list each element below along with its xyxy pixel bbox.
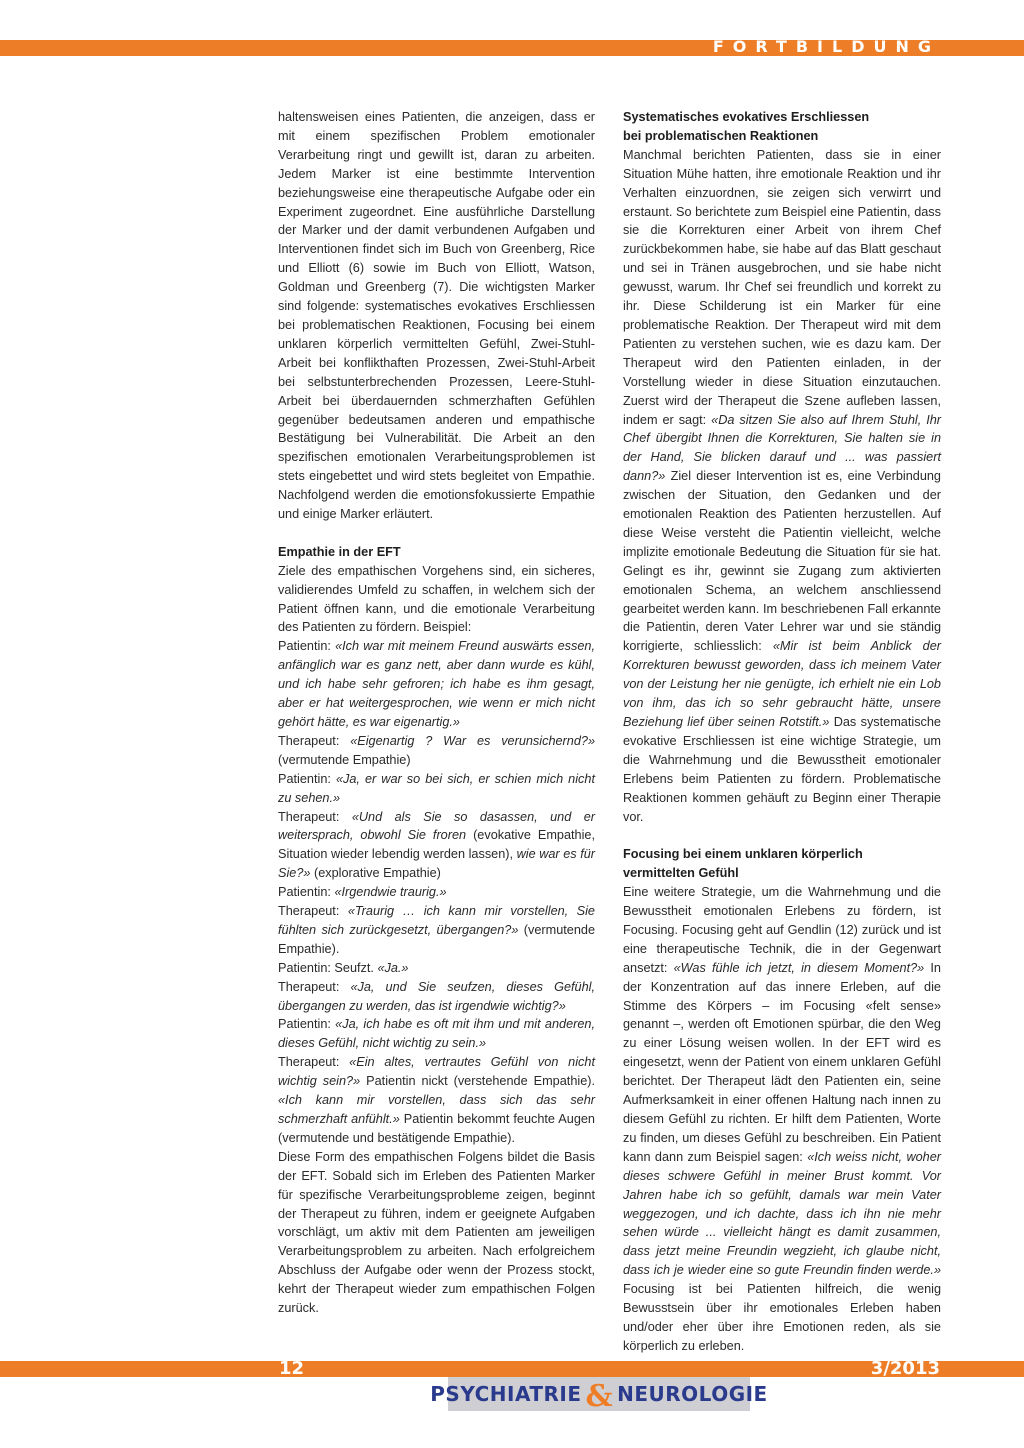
dialogue-line: Patientin: «Irgendwie traurig.» [278, 885, 447, 900]
empathie-intro: Ziele des empathischen Vorgehens sind, ein sicheres, validierendes Umfeld zu schaffen, in welchem sich der Patient öffnen kann, und die emotionale Verarbeitung des Patienten zu fördern. Beispiel: [278, 563, 595, 635]
heading-evokatives-erschliessen: Systematisches evokatives Erschliessen bei problematischen Reaktionen [623, 110, 870, 143]
left-column [278, 108, 595, 1318]
dialogue-line: Therapeut: «Traurig … ich kann mir vorstellen, Sie fühlten sich zurückgesetzt, übergangen?» (vermutende Empathie). [278, 904, 595, 956]
dialogue-line: Patientin: «Ja, er war so bei sich, er schien mich nicht zu sehen.» [278, 771, 595, 805]
journal-name-part1: PSYCHIATRIE [430, 1382, 582, 1406]
dialogue-line: Patientin: «Ich war mit meinem Freund auswärts essen, anfänglich war es ganz nett, aber dann wurde es kühl, und ich habe sehr gefroren; ich habe es ihm gesagt, aber er hat weitergesprochen, wie wenn er mich nicht gehört hätte, es war eigenartig.» [278, 639, 595, 729]
intro-paragraph: haltensweisen eines Patienten, die anzeigen, dass er mit einem spezifischen Problem emotionaler Verarbeitung ringt und gewillt ist, daran zu arbeiten. Jedem Marker ist eine bestimmte Intervention beziehungsweise eine therapeutische Aufgabe oder ein Experiment zugeordnet. Eine ausführliche Darstellung der Marker und der damit verbundenen Aufgaben und Interventionen findet sich im Buch von Greenberg, Rice und Elliott (6) sowie im Buch von Elliott, Watson, Goldman und Greenberg (7). Die wichtigsten Marker sind folgende: systematisches evokatives Erschliessen bei problematischen Reaktionen, Focusing bei einem unklaren körperlich vermittelten Gefühl, Zwei-Stuhl-Arbeit bei konflikthaften Prozessen, Zwei-Stuhl-Arbeit bei selbstunterbrechenden Prozessen, Leere-Stuhl-Arbeit bei überdauernden schmerzhaften Gefühlen gegenüber bedeutsamen anderen und empathische Bestätigung bei Vulnerabilität. Die Arbeit an den spezifischen emotionalen Verarbeitungsproblemen ist stets eingebettet und wird stets begleitet von Empathie. Nachfolgend werden die emotionsfokussierte Empathie und einige Marker erläutert. [278, 110, 595, 522]
right-column [623, 108, 941, 1356]
paragraph-focusing: Eine weitere Strategie, um die Wahrnehmung und die Bewusstheit emotionalen Erlebens zu fördern, ist Focusing. Focusing geht auf Gendlin (12) zurück und ist eine therapeutische Technik, die in der Gegenwart ansetzt: «Was fühle ich jetzt, in diesem Moment?» In der Konzentration auf das innere Erleben, auf die Stimme des Körpers – im Focusing «felt sense» genannt –, werden oft Emotionen spürbar, die den Weg zu einer Lösung weisen wollen. In der EFT wird es eingesetzt, wenn der Patient von einem unklaren Gefühl berichtet. Der Therapeut lädt den Patienten ein, seine Aufmerksamkeit in einer offenen Haltung nach innen zu diesem Gefühl zu richten. Er hilft dem Patienten, Worte zu finden, um dieses Gefühl zu beschreiben. Ein Patient kann dann zum Beispiel sagen: «Ich weiss nicht, woher dieses schwere Gefühl in meiner Brust kommt. Vor Jahren habe ich so gefühlt, damals war mein Vater weggezogen, und ich dachte, dass ich ihn nie mehr sehen würde ... vielleicht hängt es damit zusammen, dass jetzt meine Freundin wegzieht, ich glaube nicht, dass ich je wieder eine so gute Freundin finden werde.» Focusing ist bei Patienten hilfreich, die wenig Bewusstsein über ihr emotionales Erleben haben und/oder eher über ihre Emotionen reden, als sie körperlich zu erleben. [623, 885, 941, 1353]
paragraph-evokatives-erschliessen: Manchmal berichten Patienten, dass sie in einer Situation Mühe hatten, ihre emotionale Reaktion und ihr Verhalten einzuordnen, sie zeigen sich verwirrt und erstaunt. So berichtete zum Beispiel eine Patientin, dass sie die Korrekturen einer Arbeit von ihrem Chef zurückbekommen habe, sie habe auf das Blatt geschaut und sei in Tränen ausgebrochen, und sie habe nicht gewusst, warum. Ihr Chef sei freundlich und korrekt zu ihr. Diese Schilderung ist ein Marker für eine problematische Reaktion. Der Therapeut wird mit dem Patienten zu verstehen suchen, wie es dazu kam. Der Therapeut wird den Patienten einladen, in der Vorstellung wieder in diese Situation einzutauchen. Zuerst wird der Therapeut die Szene aufleben lassen, indem er sagt: «Da sitzen Sie also auf Ihrem Stuhl, Ihr Chef übergibt Ihnen die Korrekturen, Sie halten sie in der Hand, Sie blicken darauf und ... was passiert dann?» Ziel dieser Intervention ist es, eine Verbindung zwischen der Situation, den Gedanken und der emotionalen Reaktion des Patienten herzustellen. Auf diese Weise versteht die Patientin vielleicht, welche implizite emotionale Bedeutung die Situation für sie hat. Gelingt es ihr, gewinnt sie Zugang zum aktivierten emotionalen Schema, an welchem anschliessend gearbeitet werden kann. Im beschriebenen Fall erkannte die Patientin, deren Vater Lehrer war und sie ständig korrigierte, schliesslich: «Mir ist beim Anblick der Korrekturen bewusst geworden, dass ich meinem Vater von der Leistung her nie genügte, ich erhielt nie ein Lob von ihm, das ich so sehr gebraucht hätte, unsere Beziehung lief über seinen Rotstift.» Das systematische evokative Erschliessen ist eine wichtige Strategie, um die Wahrnehmung und die Bewusstheit emotionaler Erlebens beim Patienten zu fördern. Problematische Reaktionen kommen gehäuft zu Beginn einer Therapie vor. [623, 147, 941, 824]
dialogue-line: Therapeut: «Und als Sie so dasassen, und er weitersprach, obwohl Sie froren (evokative Empathie, Situation wieder lebendig werden lassen), wie war es für Sie?» (explorative Empathie) [278, 809, 596, 881]
section-label: FORTBILDUNG [712, 37, 940, 56]
dialogue-line: Therapeut: «Eigenartig ? War es verunsichernd?» (vermutende Empathie) [278, 733, 596, 767]
journal-ampersand: & [585, 1378, 614, 1414]
dialogue-line: Patientin: «Ja, ich habe es oft mit ihm und mit anderen, dieses Gefühl, nicht wichtig zu sein.» [278, 1017, 595, 1051]
journal-name-part2: NEUROLOGIE [617, 1382, 768, 1406]
heading-empathie: Empathie in der EFT [278, 544, 401, 559]
page-number: 12 [279, 1358, 305, 1379]
journal-masthead [430, 1377, 768, 1414]
heading-focusing: Focusing bei einem unklaren körperlich vermittelten Gefühl [623, 847, 863, 881]
dialogue-line: Patientin: Seufzt. «Ja.» [278, 960, 409, 975]
dialogue-line: Therapeut: «Ein altes, vertrautes Gefühl von nicht wichtig sein?» Patientin nickt (verstehende Empathie). «Ich kann mir vorstellen, dass sich das sehr schmerzhaft anfühlt.» Patientin bekommt feuchte Augen (vermutende und bestätigende Empathie). [278, 1055, 596, 1145]
closing-paragraph: Diese Form des empathischen Folgens bildet die Basis der EFT. Sobald sich im Erleben des Patienten Marker für spezifische Verarbeitungsprobleme zeigen, beginnt der Therapeut zu führen, indem er geeignete Aufgaben vorschlägt, um aktiv mit dem Patienten am jeweiligen Verarbeitungsproblem zu arbeiten. Nach erfolgreichem Abschluss der Aufgabe oder wenn der Prozess stockt, kehrt der Therapeut wieder zum empathischen Folgen zurück. [278, 1149, 595, 1316]
dialogue-line: Therapeut: «Ja, und Sie seufzen, dieses Gefühl, übergangen zu werden, das ist irgendwie wichtig?» [278, 979, 596, 1013]
issue-number: 3/2013 [870, 1358, 940, 1379]
